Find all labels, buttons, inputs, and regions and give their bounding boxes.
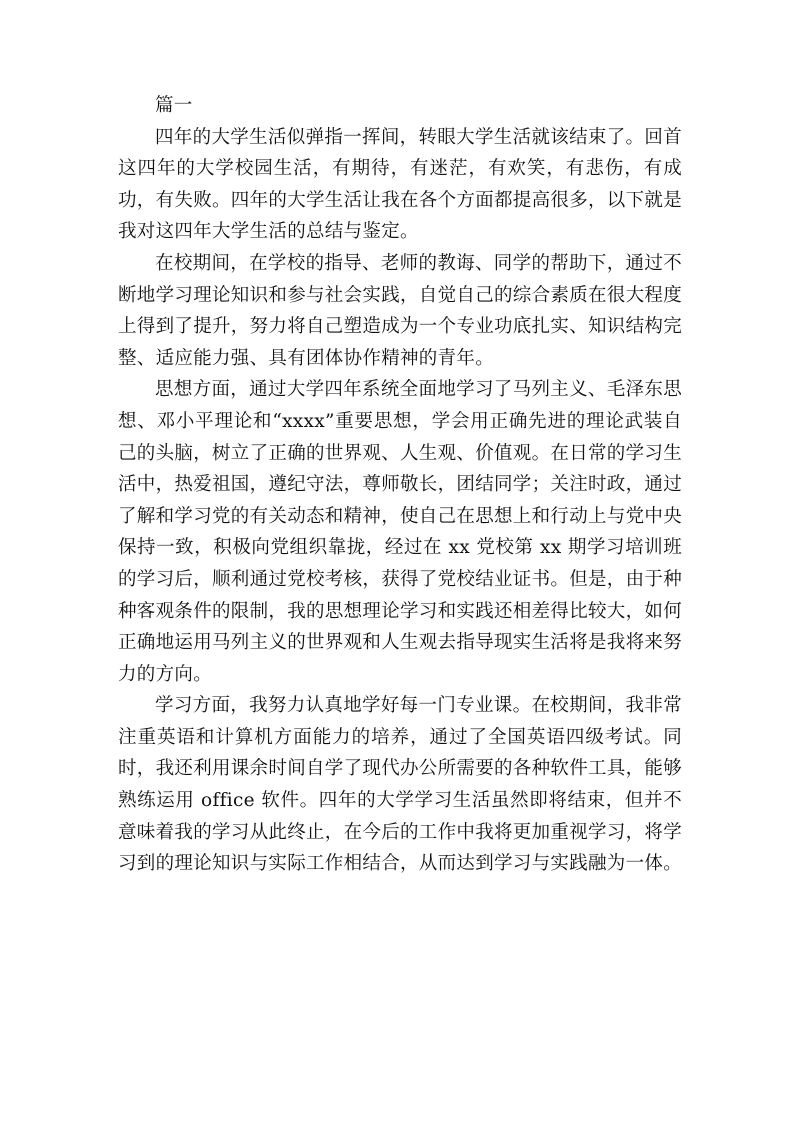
paragraph-campus: 在校期间，在学校的指导、老师的教诲、同学的帮助下，通过不断地学习理论知识和参与社会实践，自觉自己的综合素质在很大程度上得到了提升，努力将自己塑造成为一个专业功底扎实、知识结构完整、适应能力强、具有团体协作精神的青年。 [118, 252, 683, 369]
paragraph-study: 学习方面，我努力认真地学好每一门专业课。在校期间，我非常注重英语和计算机方面能力的培养，通过了全国英语四级考试。同时，我还利用课余时间自学了现代办公所需要的各种软件工具，能够熟练运用 office 软件。四年的大学学习生活虽然即将结束，但并不意味着我的学习从此终止，在今后的工作中我将更加重视学习，将学习到的理论知识与实际工作相结合，从而达到学习与实践融为一体。 [118, 695, 683, 875]
section-heading: 篇一 [155, 95, 193, 116]
paragraph-intro: 四年的大学生活似弹指一挥间，转眼大学生活就该结束了。回首这四年的大学校园生活，有期待，有迷茫，有欢笑，有悲伤，有成功，有失败。四年的大学生活让我在各个方面都提高很多，以下就是我对这四年大学生活的总结与鉴定。 [118, 126, 683, 243]
document-body [118, 90, 682, 880]
paragraph-ideology: 思想方面，通过大学四年系统全面地学习了马列主义、毛泽东思想、邓小平理论和“xxxx”重要思想，学会用正确先进的理论武装自己的头脑，树立了正确的世界观、人生观、价值观。在日常的学习生活中，热爱祖国，遵纪守法，尊师敬长，团结同学；关注时政，通过了解和学习党的有关动态和精神，使自己在思想上和行动上与党中央保持一致，积极向党组织靠拢，经过在 xx 党校第 xx 期学习培训班的学习后，顺利通过党校考核，获得了党校结业证书。但是，由于种种客观条件的限制，我的思想理论学习和实践还相差得比较大，如何正确地运用马列主义的世界观和人生观去指导现实生活将是我将来努力的方向。 [118, 379, 683, 685]
